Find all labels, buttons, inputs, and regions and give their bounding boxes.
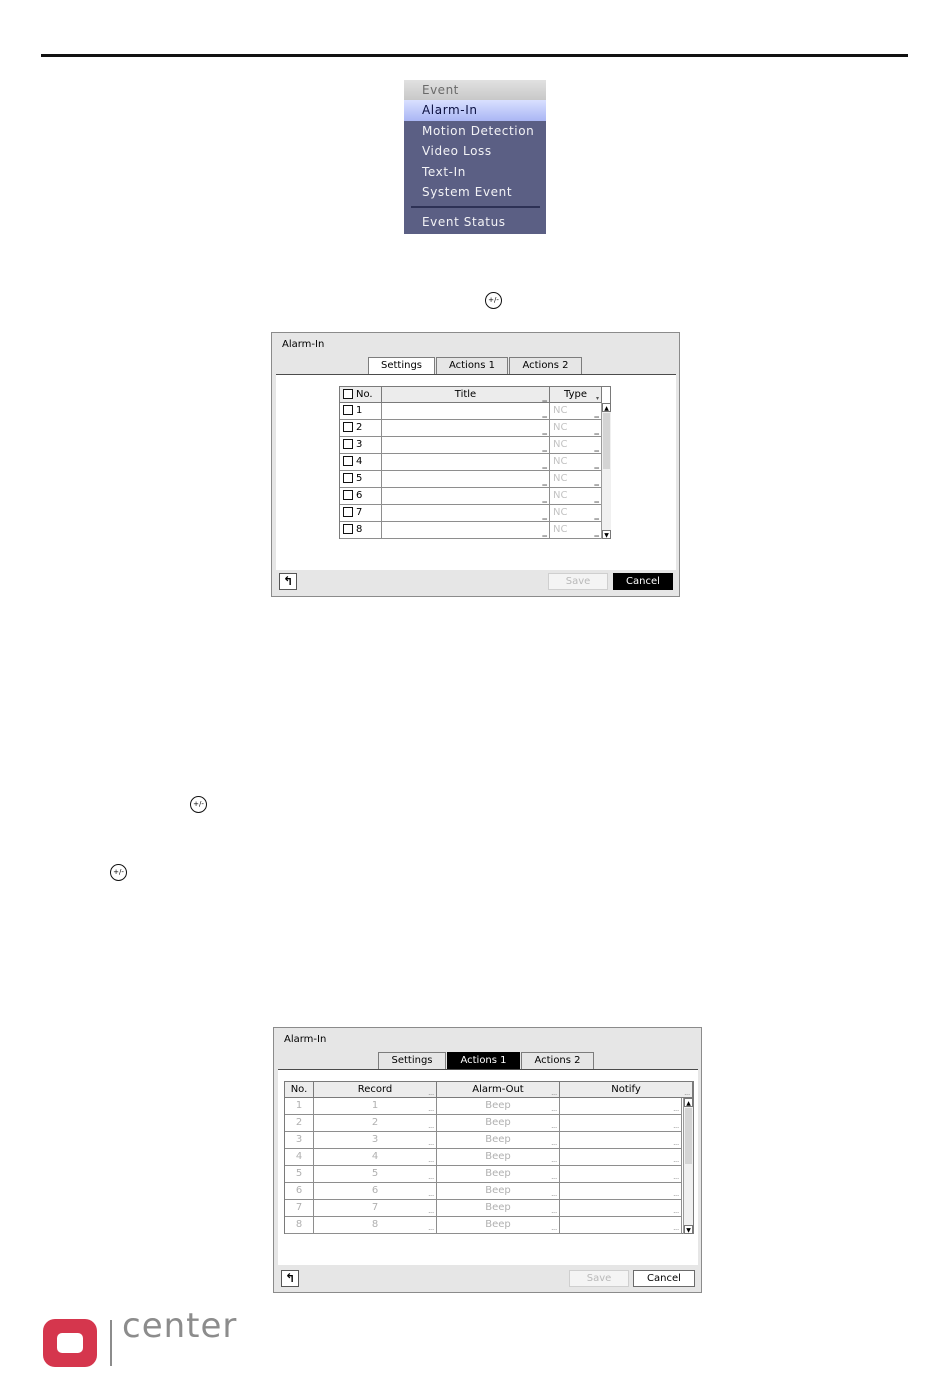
row-checkbox[interactable] bbox=[343, 507, 353, 517]
tab-actions-2[interactable]: Actions 2 bbox=[521, 1052, 594, 1069]
row-checkbox[interactable] bbox=[343, 473, 353, 483]
alarm-out-field[interactable]: Beep ... bbox=[437, 1149, 560, 1166]
column-alarm-out: Alarm-Out ... bbox=[437, 1082, 560, 1098]
table-row: 1 ▁ NC ▁ bbox=[340, 403, 602, 420]
type-dropdown[interactable]: NC ▁ bbox=[550, 437, 602, 454]
type-dropdown[interactable]: NC ▁ bbox=[550, 522, 602, 539]
alarm-in-settings-dialog bbox=[271, 332, 680, 597]
column-record: Record ... bbox=[314, 1082, 437, 1098]
save-button[interactable]: Save bbox=[548, 573, 608, 590]
notify-field[interactable]: ... bbox=[560, 1217, 682, 1234]
record-field[interactable]: 1 ... bbox=[314, 1098, 437, 1115]
tab-settings[interactable]: Settings bbox=[368, 357, 435, 374]
table-row: 3 3 ... Beep ... ... bbox=[285, 1132, 682, 1149]
back-arrow-icon[interactable]: ↰ bbox=[279, 573, 297, 590]
table-row: 7 7 ... Beep ... ... bbox=[285, 1200, 682, 1217]
alarm-out-field[interactable]: Beep ... bbox=[437, 1132, 560, 1149]
menu-item-video-loss[interactable]: Video Loss bbox=[422, 144, 492, 158]
event-menu-header: Event bbox=[404, 80, 546, 100]
table-row: 4 ▁ NC ▁ bbox=[340, 454, 602, 471]
notify-field[interactable]: ... bbox=[560, 1149, 682, 1166]
save-button[interactable]: Save bbox=[569, 1270, 629, 1287]
alarm-out-field[interactable]: Beep ... bbox=[437, 1166, 560, 1183]
cancel-button[interactable]: Cancel bbox=[633, 1270, 695, 1287]
title-field[interactable]: ▁ bbox=[382, 403, 550, 420]
record-field[interactable]: 6 ... bbox=[314, 1183, 437, 1200]
scrollbar[interactable] bbox=[601, 403, 611, 539]
row-checkbox[interactable] bbox=[343, 439, 353, 449]
menu-item-motion-detection[interactable]: Motion Detection bbox=[422, 123, 535, 138]
back-arrow-icon[interactable]: ↰ bbox=[281, 1270, 299, 1287]
table-row: 5 5 ... Beep ... ... bbox=[285, 1166, 682, 1183]
table-row: 1 1 ... Beep ... ... bbox=[285, 1098, 682, 1115]
notify-field[interactable]: ... bbox=[560, 1115, 682, 1132]
menu-item-alarm-in[interactable]: Alarm-In bbox=[404, 100, 546, 121]
logo-mark bbox=[43, 1319, 97, 1367]
alarm-out-field[interactable]: Beep ... bbox=[437, 1217, 560, 1234]
tab-actions-1[interactable]: Actions 1 bbox=[436, 357, 508, 374]
type-dropdown[interactable]: NC ▁ bbox=[550, 454, 602, 471]
title-field[interactable]: ▁ bbox=[382, 437, 550, 454]
table-row: 3 ▁ NC ▁ bbox=[340, 437, 602, 454]
settings-content bbox=[276, 374, 676, 570]
top-rule bbox=[41, 54, 908, 57]
alarm-out-field[interactable]: Beep ... bbox=[437, 1098, 560, 1115]
scrollbar[interactable] bbox=[683, 1098, 693, 1234]
actions-content bbox=[278, 1069, 698, 1265]
column-no[interactable]: No. bbox=[340, 387, 382, 403]
alarm-out-field[interactable]: Beep ... bbox=[437, 1115, 560, 1132]
dialog-title: Alarm-In bbox=[284, 1034, 327, 1045]
menu-separator bbox=[411, 206, 540, 208]
title-field[interactable]: ▁ bbox=[382, 471, 550, 488]
logo-divider bbox=[110, 1320, 112, 1366]
menu-item-text-in[interactable]: Text-In bbox=[422, 164, 466, 179]
table-row: 7 ▁ NC ▁ bbox=[340, 505, 602, 522]
table-row: 4 4 ... Beep ... ... bbox=[285, 1149, 682, 1166]
record-field[interactable]: 2 ... bbox=[314, 1115, 437, 1132]
table-row: 8 ▁ NC ▁ bbox=[340, 522, 602, 539]
notify-field[interactable]: ... bbox=[560, 1166, 682, 1183]
record-field[interactable]: 3 ... bbox=[314, 1132, 437, 1149]
row-checkbox[interactable] bbox=[343, 456, 353, 466]
scroll-down-icon[interactable]: ▼ bbox=[602, 530, 611, 539]
dialog-title: Alarm-In bbox=[282, 339, 325, 350]
column-no: No. bbox=[285, 1082, 314, 1098]
alarm-in-actions-table bbox=[284, 1081, 694, 1234]
scroll-down-icon[interactable]: ▼ bbox=[684, 1225, 693, 1234]
column-notify: Notify ... bbox=[560, 1082, 693, 1098]
record-field[interactable]: 4 ... bbox=[314, 1149, 437, 1166]
type-dropdown[interactable]: NC ▁ bbox=[550, 471, 602, 488]
type-dropdown[interactable]: NC ▁ bbox=[550, 505, 602, 522]
notify-field[interactable]: ... bbox=[560, 1132, 682, 1149]
tab-actions-1[interactable]: Actions 1 bbox=[447, 1052, 520, 1069]
type-dropdown[interactable]: NC ▁ bbox=[550, 488, 602, 505]
plus-minus-button-icon: +/- bbox=[110, 864, 127, 881]
scroll-up-icon[interactable]: ▲ bbox=[684, 1098, 693, 1107]
table-row: 6 ▁ NC ▁ bbox=[340, 488, 602, 505]
title-field[interactable]: ▁ bbox=[382, 454, 550, 471]
scroll-thumb[interactable] bbox=[603, 413, 610, 469]
row-checkbox[interactable] bbox=[343, 405, 353, 415]
table-row: 6 6 ... Beep ... ... bbox=[285, 1183, 682, 1200]
row-checkbox[interactable] bbox=[343, 524, 353, 534]
scroll-up-icon[interactable]: ▲ bbox=[602, 403, 611, 412]
notify-field[interactable]: ... bbox=[560, 1098, 682, 1115]
alarm-in-settings-table bbox=[339, 386, 611, 539]
logo-text: center bbox=[122, 1306, 238, 1346]
alarm-out-field[interactable]: Beep ... bbox=[437, 1200, 560, 1217]
column-type: Type ▾ bbox=[550, 387, 602, 403]
title-field[interactable]: ▁ bbox=[382, 488, 550, 505]
title-field[interactable]: ▁ bbox=[382, 420, 550, 437]
type-dropdown[interactable]: NC ▁ bbox=[550, 403, 602, 420]
type-dropdown[interactable]: NC ▁ bbox=[550, 420, 602, 437]
alarm-out-field[interactable]: Beep ... bbox=[437, 1183, 560, 1200]
row-checkbox[interactable] bbox=[343, 422, 353, 432]
scroll-thumb[interactable] bbox=[685, 1108, 692, 1164]
tab-actions-2[interactable]: Actions 2 bbox=[509, 357, 582, 374]
cancel-button[interactable]: Cancel bbox=[613, 573, 673, 590]
plus-minus-button-icon: +/- bbox=[190, 796, 207, 813]
table-row: 2 ▁ NC ▁ bbox=[340, 420, 602, 437]
record-field[interactable]: 7 ... bbox=[314, 1200, 437, 1217]
title-field[interactable]: ▁ bbox=[382, 522, 550, 539]
table-row: 5 ▁ NC ▁ bbox=[340, 471, 602, 488]
plus-minus-button-icon: +/- bbox=[485, 292, 502, 309]
tab-settings[interactable]: Settings bbox=[378, 1052, 446, 1069]
column-title: Title ▁ bbox=[382, 387, 550, 403]
select-all-checkbox[interactable] bbox=[343, 389, 353, 399]
alarm-in-actions-dialog bbox=[273, 1027, 702, 1293]
table-row: 2 2 ... Beep ... ... bbox=[285, 1115, 682, 1132]
record-field[interactable]: 8 ... bbox=[314, 1217, 437, 1234]
row-checkbox[interactable] bbox=[343, 490, 353, 500]
record-field[interactable]: 5 ... bbox=[314, 1166, 437, 1183]
title-field[interactable]: ▁ bbox=[382, 505, 550, 522]
menu-item-system-event[interactable]: System Event bbox=[422, 185, 513, 199]
menu-item-event-status[interactable]: Event Status bbox=[422, 214, 506, 229]
notify-field[interactable]: ... bbox=[560, 1200, 682, 1217]
notify-field[interactable]: ... bbox=[560, 1183, 682, 1200]
event-menu bbox=[404, 80, 546, 234]
table-row: 8 8 ... Beep ... ... bbox=[285, 1217, 682, 1234]
